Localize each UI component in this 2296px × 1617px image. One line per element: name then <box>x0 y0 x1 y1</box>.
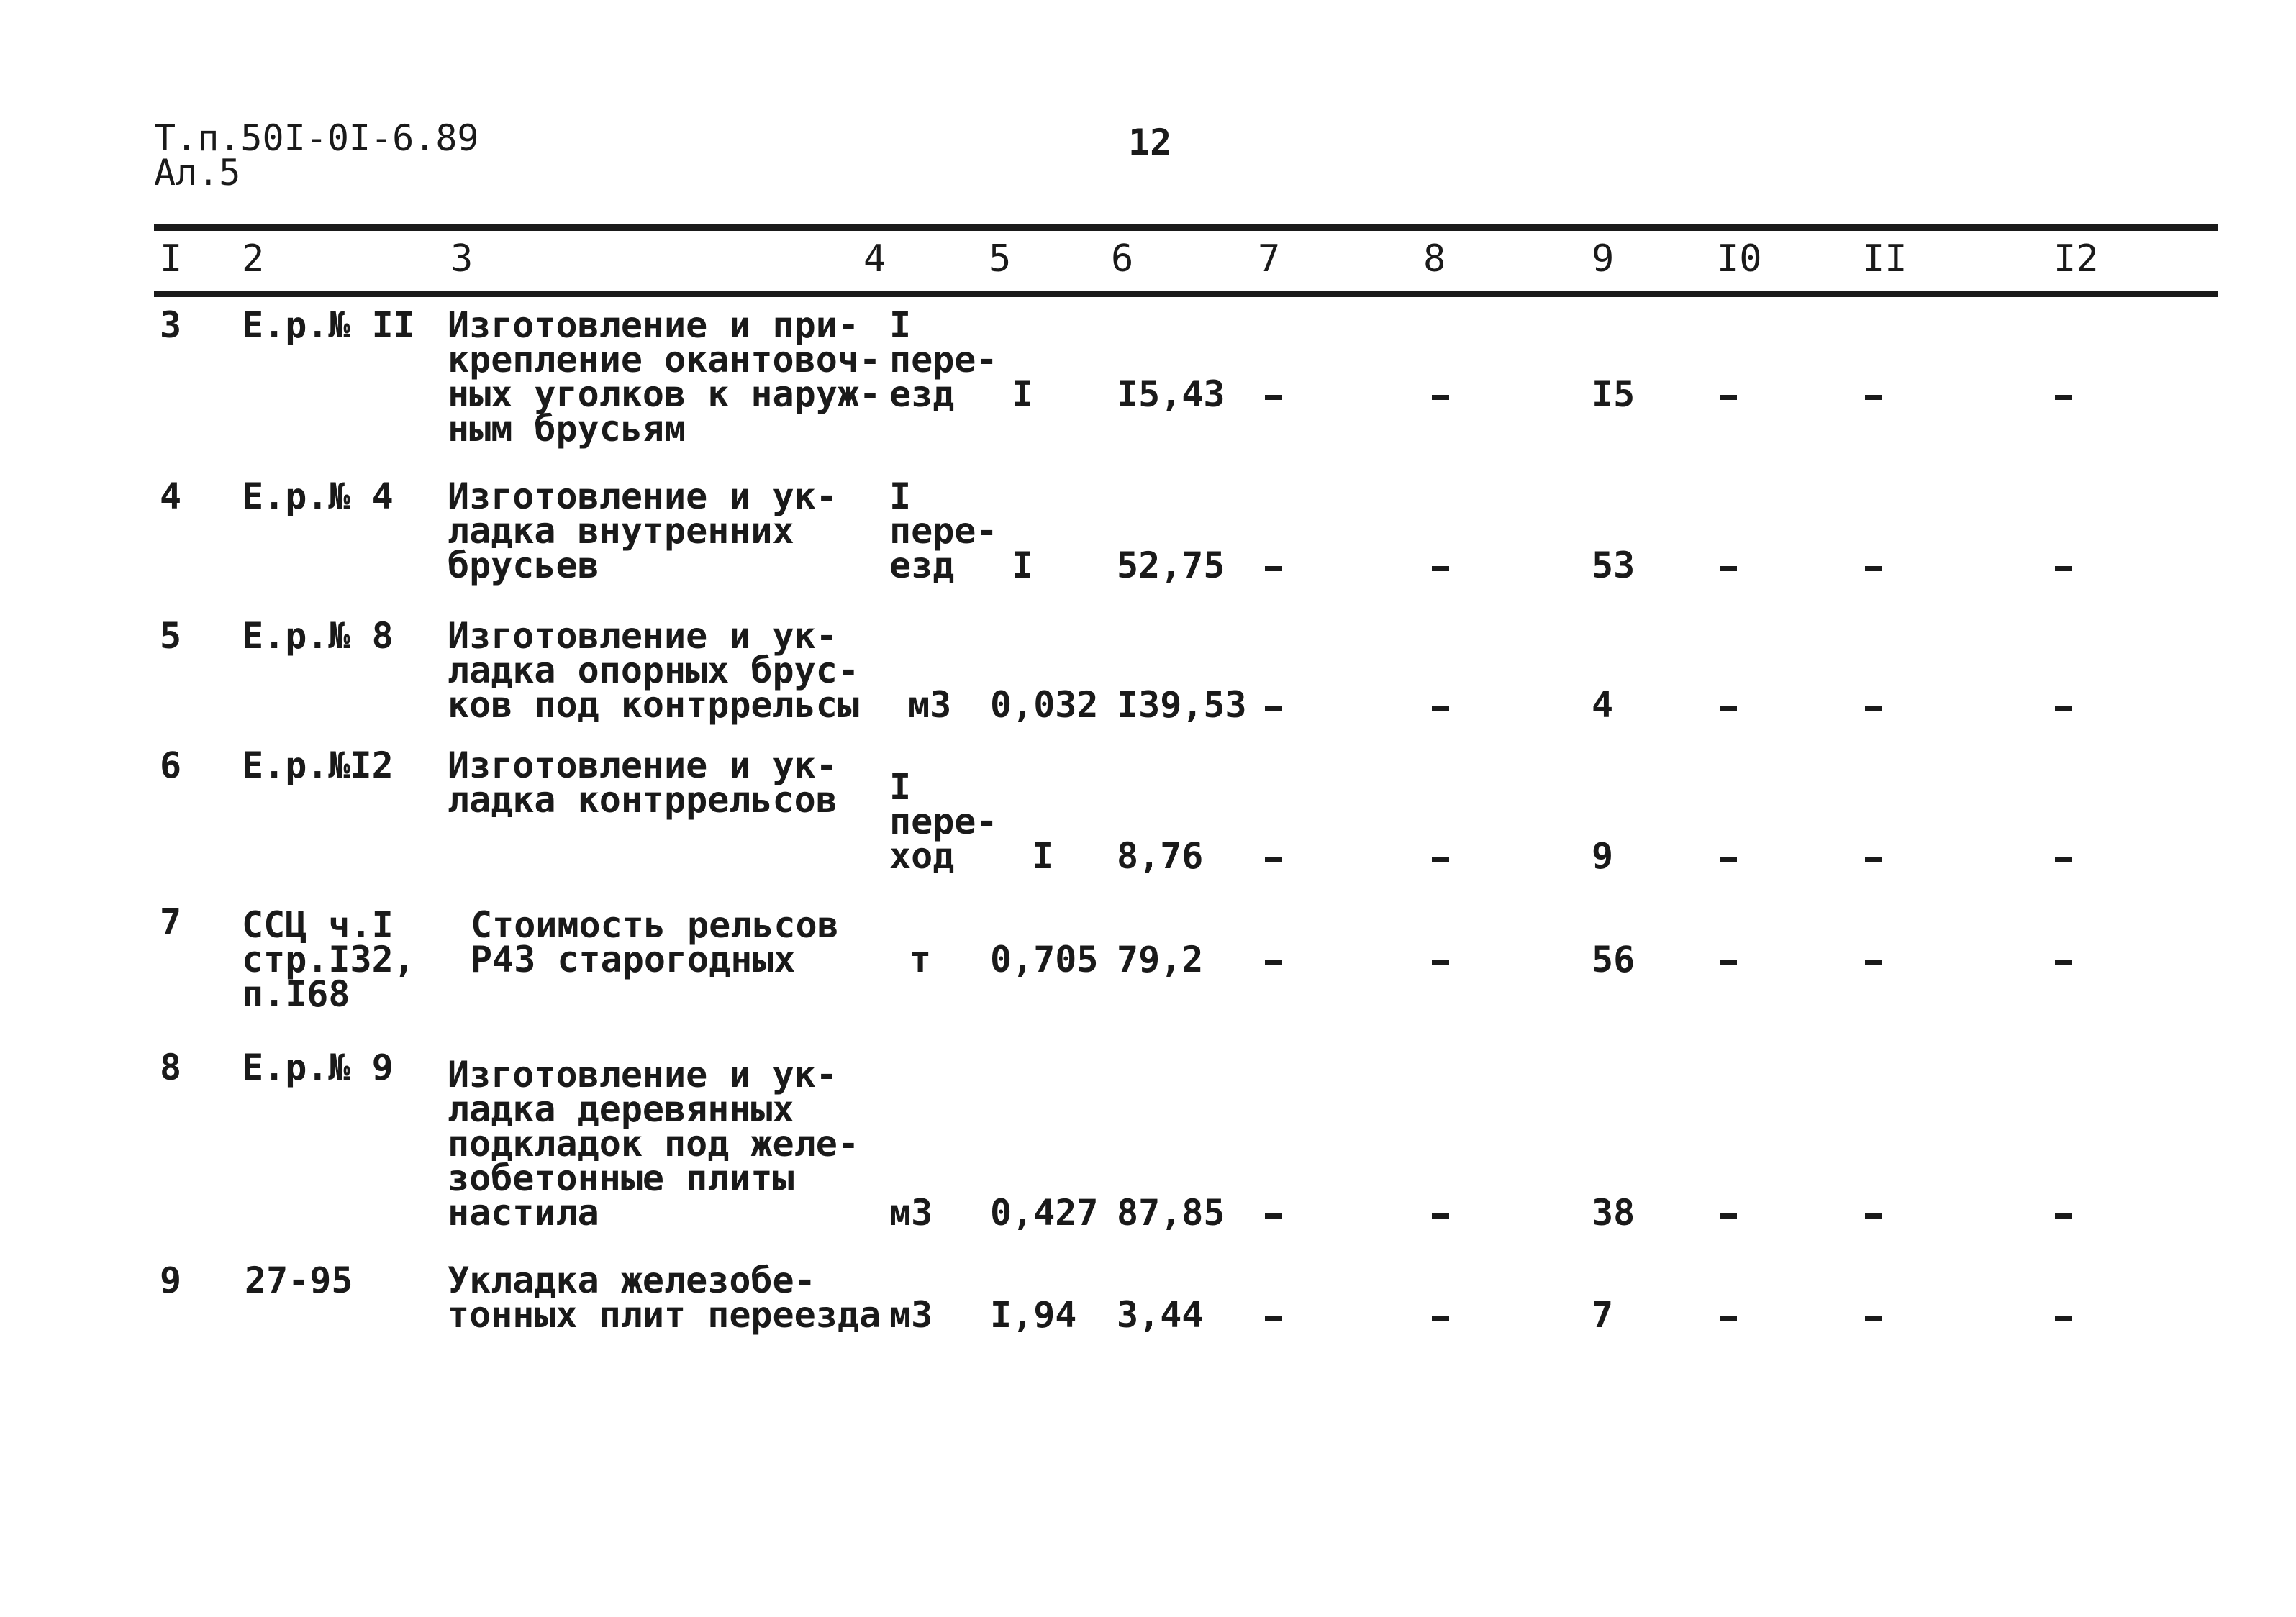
row-description: Изготовление и ук- ладка опорных брус- ков под контррельсы <box>448 615 859 726</box>
row-unit-price: 8,76 <box>1117 835 1204 877</box>
row-col-10-dash <box>1720 960 1737 965</box>
row-col-7-dash <box>1265 1213 1282 1219</box>
row-col-11-dash <box>1865 1316 1882 1321</box>
row-col-12-dash <box>2055 1316 2072 1321</box>
row-description: Изготовление и ук- ладка внутренних брусьев <box>448 475 838 586</box>
row-col-10-dash <box>1720 1213 1737 1219</box>
column-header-6: 6 <box>1111 237 1134 281</box>
column-header-2: 2 <box>242 237 265 281</box>
row-unit-price: I5,43 <box>1117 373 1225 415</box>
row-quantity: 0,705 <box>990 939 1099 980</box>
row-quantity: I,94 <box>990 1294 1077 1336</box>
row-reference: Е.р.№ II <box>242 304 415 346</box>
row-col-7-dash <box>1265 395 1282 400</box>
row-number: 4 <box>160 475 182 517</box>
row-quantity: I <box>1032 835 1054 877</box>
row-col-7-dash <box>1265 857 1282 862</box>
row-reference: Е.р.№ 9 <box>242 1047 394 1088</box>
row-col-12-dash <box>2055 706 2072 711</box>
row-col-7-dash <box>1265 566 1282 571</box>
row-col-10-dash <box>1720 1316 1737 1321</box>
row-reference: Е.р.№ 8 <box>242 615 394 657</box>
row-unit: I пере- ход <box>889 766 998 877</box>
row-col-9: 56 <box>1592 939 1635 980</box>
row-col-12-dash <box>2055 857 2072 862</box>
row-col-7-dash <box>1265 1316 1282 1321</box>
row-quantity: 0,032 <box>990 684 1099 726</box>
row-reference: ССЦ ч.I стр.I32, п.I68 <box>242 904 415 1015</box>
row-unit: т <box>909 939 932 980</box>
row-number: 7 <box>160 901 182 943</box>
row-col-7-dash <box>1265 706 1282 711</box>
row-col-8-dash <box>1432 706 1449 711</box>
column-header-8: 8 <box>1423 237 1446 281</box>
row-col-9: 9 <box>1592 835 1614 877</box>
row-unit: м3 <box>908 684 952 726</box>
row-number: 3 <box>160 304 182 346</box>
row-quantity: I <box>1012 373 1034 415</box>
row-col-11-dash <box>1865 857 1882 862</box>
row-col-9: 7 <box>1592 1294 1614 1336</box>
row-col-10-dash <box>1720 857 1737 862</box>
row-description: Изготовление и ук- ладка деревянных подкладок под желе- зобетонные плиты настила <box>448 1054 859 1234</box>
row-reference: 27-95 <box>245 1260 353 1301</box>
row-col-12-dash <box>2055 960 2072 965</box>
row-col-10-dash <box>1720 395 1737 400</box>
column-header-3: 3 <box>450 237 473 281</box>
row-col-9: 4 <box>1592 684 1614 726</box>
row-col-7-dash <box>1265 960 1282 965</box>
row-unit: I пере- езд <box>889 475 998 586</box>
row-description: Изготовление и при- крепление окантовоч- ных уголков к наруж- ным брусьям <box>448 304 881 450</box>
row-col-11-dash <box>1865 395 1882 400</box>
row-col-8-dash <box>1432 857 1449 862</box>
row-col-10-dash <box>1720 706 1737 711</box>
row-unit: I пере- езд <box>889 304 998 415</box>
column-header-12: I2 <box>2054 237 2099 281</box>
row-col-9: I5 <box>1592 373 1635 415</box>
row-quantity: I <box>1012 545 1034 586</box>
row-col-12-dash <box>2055 566 2072 571</box>
table-top-rule <box>154 224 2218 231</box>
row-description: Изготовление и ук- ладка контррельсов <box>448 744 838 821</box>
row-number: 8 <box>160 1047 182 1088</box>
row-col-11-dash <box>1865 1213 1882 1219</box>
page-number: 12 <box>1128 122 1172 163</box>
row-unit-price: 79,2 <box>1117 939 1204 980</box>
row-description: Стоимость рельсов Р43 старогодных <box>471 904 839 980</box>
column-header-7: 7 <box>1258 237 1281 281</box>
row-unit: м3 <box>889 1192 933 1234</box>
row-col-11-dash <box>1865 706 1882 711</box>
column-header-11: II <box>1862 237 1907 281</box>
row-unit-price: 3,44 <box>1117 1294 1204 1336</box>
row-unit-price: 52,75 <box>1117 545 1225 586</box>
row-col-8-dash <box>1432 566 1449 571</box>
row-col-11-dash <box>1865 566 1882 571</box>
row-quantity: 0,427 <box>990 1192 1099 1234</box>
column-header-4: 4 <box>863 237 886 281</box>
row-reference: Е.р.№I2 <box>242 744 394 786</box>
row-col-9: 38 <box>1592 1192 1635 1234</box>
row-description: Укладка железобе- тонных плит переезда <box>448 1260 881 1336</box>
row-col-8-dash <box>1432 1213 1449 1219</box>
table-header-rule <box>154 291 2218 297</box>
row-number: 5 <box>160 615 182 657</box>
row-reference: Е.р.№ 4 <box>242 475 394 517</box>
row-unit-price: 87,85 <box>1117 1192 1225 1234</box>
row-col-9: 53 <box>1592 545 1635 586</box>
row-col-12-dash <box>2055 1213 2072 1219</box>
row-col-10-dash <box>1720 566 1737 571</box>
row-number: 9 <box>160 1260 182 1301</box>
column-header-10: I0 <box>1717 237 1762 281</box>
row-col-8-dash <box>1432 1316 1449 1321</box>
column-header-9: 9 <box>1592 237 1615 281</box>
row-col-8-dash <box>1432 395 1449 400</box>
row-unit-price: I39,53 <box>1117 684 1247 726</box>
row-number: 6 <box>160 744 182 786</box>
row-col-11-dash <box>1865 960 1882 965</box>
column-header-1: I <box>160 237 183 281</box>
row-col-12-dash <box>2055 395 2072 400</box>
row-col-8-dash <box>1432 960 1449 965</box>
column-header-5: 5 <box>989 237 1012 281</box>
row-unit: м3 <box>889 1294 933 1336</box>
document-code: Т.п.50I-0I-6.89 Ал.5 <box>154 117 479 193</box>
